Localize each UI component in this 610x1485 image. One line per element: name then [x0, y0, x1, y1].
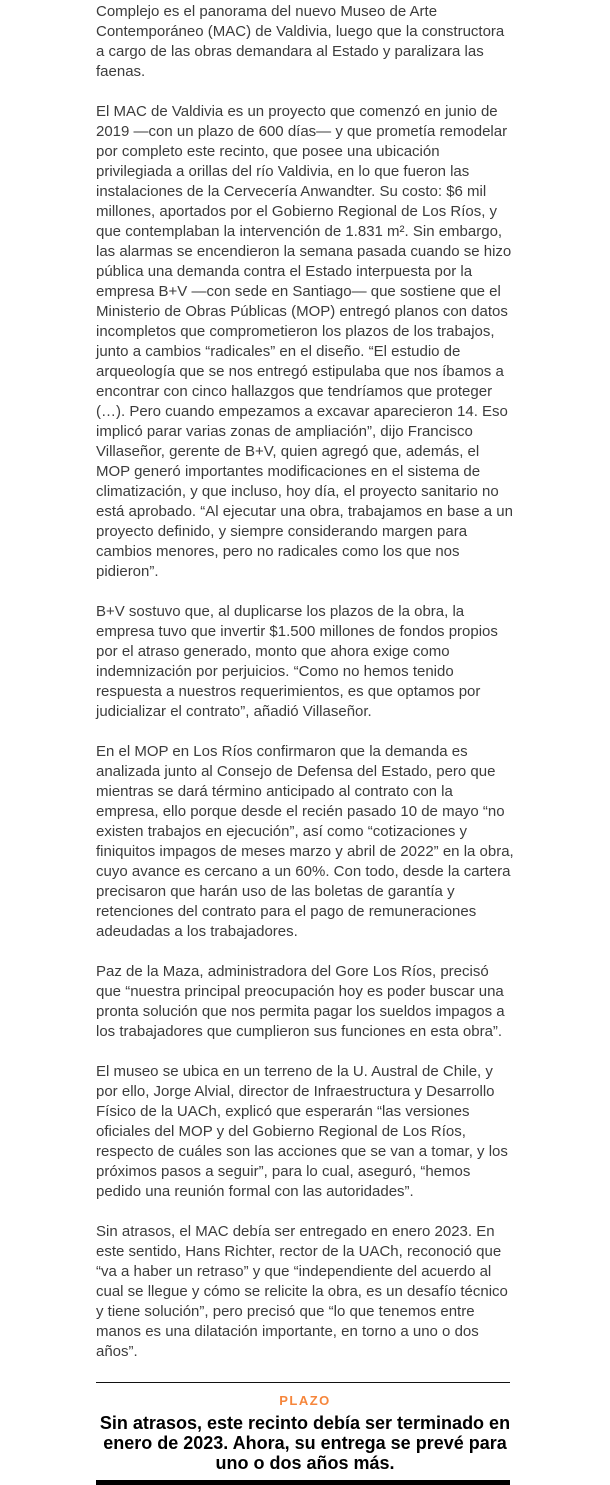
caption-kicker: PLAZO	[279, 1393, 331, 1408]
photo-caption: Sin atrasos, este recinto debía ser terminado en enero de 2023. Ahora, su entrega se prevé para uno o dos años más.	[99, 1413, 511, 1473]
caption-divider-thin	[96, 1382, 510, 1383]
article-paragraph-3: B+V sostuvo que, al duplicarse los plazos de la obra, la empresa tuvo que invertir $1.500 millones de fondos propios por el atraso generado, monto que ahora exige como indemnización por perjuicios. “Como no hemos tenido respuesta a nuestros requerimientos, es que optamos por judicializar el contrato”, añadió Villaseñor.	[96, 603, 498, 720]
article-paragraph-5: Paz de la Maza, administradora del Gore Los Ríos, precisó que “nuestra principal preocupación hoy es poder buscar una pronta solución que nos permita pagar los sueldos impagos a los trabajadores que cumplieron sus funciones en esta obra”.	[96, 963, 505, 1040]
article-paragraph-7: Sin atrasos, el MAC debía ser entregado en enero 2023. En este sentido, Hans Richter, rector de la UACh, reconoció que “va a haber un retraso” y que “independiente del acuerdo al cual se llegue y cómo se relicite la obra, es un desafío técnico y tiene solución”, pero precisó que “lo que tenemos entre manos es una dilatación importante, en torno a uno o dos años”.	[96, 1223, 508, 1360]
article-paragraph-1: Complejo es el panorama del nuevo Museo de Arte Contemporáneo (MAC) de Valdivia, luego que la constructora a cargo de las obras demandara al Estado y paralizara las faenas.	[96, 3, 505, 80]
article-paragraph-2: El MAC de Valdivia es un proyecto que comenzó en junio de 2019 —con un plazo de 600 días— y que prometía remodelar por completo este recinto, que posee una ubicación privilegiada a orillas del río Valdivia, en lo que fueron las instalaciones de la Cervecería Anwandter. Su costo: $6 mil millones, aportados por el Gobierno Regional de Los Ríos, y que contemplaban la intervención de 1.831 m². Sin embargo, las alarmas se encendieron la semana pasada cuando se hizo pública una demanda contra el Estado interpuesta por la empresa B+V —con sede en Santiago— que sostiene que el Ministerio de Obras Públicas (MOP) entregó planos con datos incompletos que comprometieron los plazos de los trabajos, junto a cambios “radicales” en el diseño. “El estudio de arqueología que se nos entregó estipulaba que nos íbamos a encontrar con cinco hallazgos que tendríamos que proteger (…). Pero cuando empezamos a excavar aparecieron 14. Eso implicó parar varias zonas de ampliación”, dijo Francisco Villaseñor, gerente de B+V, quien agregó que, además, el MOP generó importantes modificaciones en el sistema de climatización, y que incluso, hoy día, el proyecto sanitario no está aprobado. “Al ejecutar una obra, trabajamos en base a un proyecto definido, y siempre considerando margen para cambios menores, pero no radicales como los que nos pidieron”.	[96, 103, 513, 580]
caption-divider-thick	[96, 1480, 510, 1485]
article-paragraph-6: El museo se ubica en un terreno de la U. Austral de Chile, y por ello, Jorge Alvial, director de Infraestructura y Desarrollo Físico de la UACh, explicó que esperarán “las versiones oficiales del MOP y del Gobierno Regional de Los Ríos, respecto de cuáles son las acciones que se van a tomar, y los próximos pasos a seguir”, para lo cual, aseguró, “hemos pedido una reunión formal con las autoridades”.	[96, 1063, 508, 1200]
article-body	[96, 0, 514, 1485]
article-paragraph-4: En el MOP en Los Ríos confirmaron que la demanda es analizada junto al Consejo de Defensa del Estado, pero que mientras se dará término anticipado al contrato con la empresa, ello porque desde el recién pasado 10 de mayo “no existen trabajos en ejecución”, así como “cotizaciones y finiquitos impagos de meses marzo y abril de 2022” en la obra, cuyo avance es cercano a un 60%. Con todo, desde la cartera precisaron que harán uso de las boletas de garantía y retenciones del contrato para el pago de remuneraciones adeudadas a los trabajadores.	[96, 743, 514, 940]
